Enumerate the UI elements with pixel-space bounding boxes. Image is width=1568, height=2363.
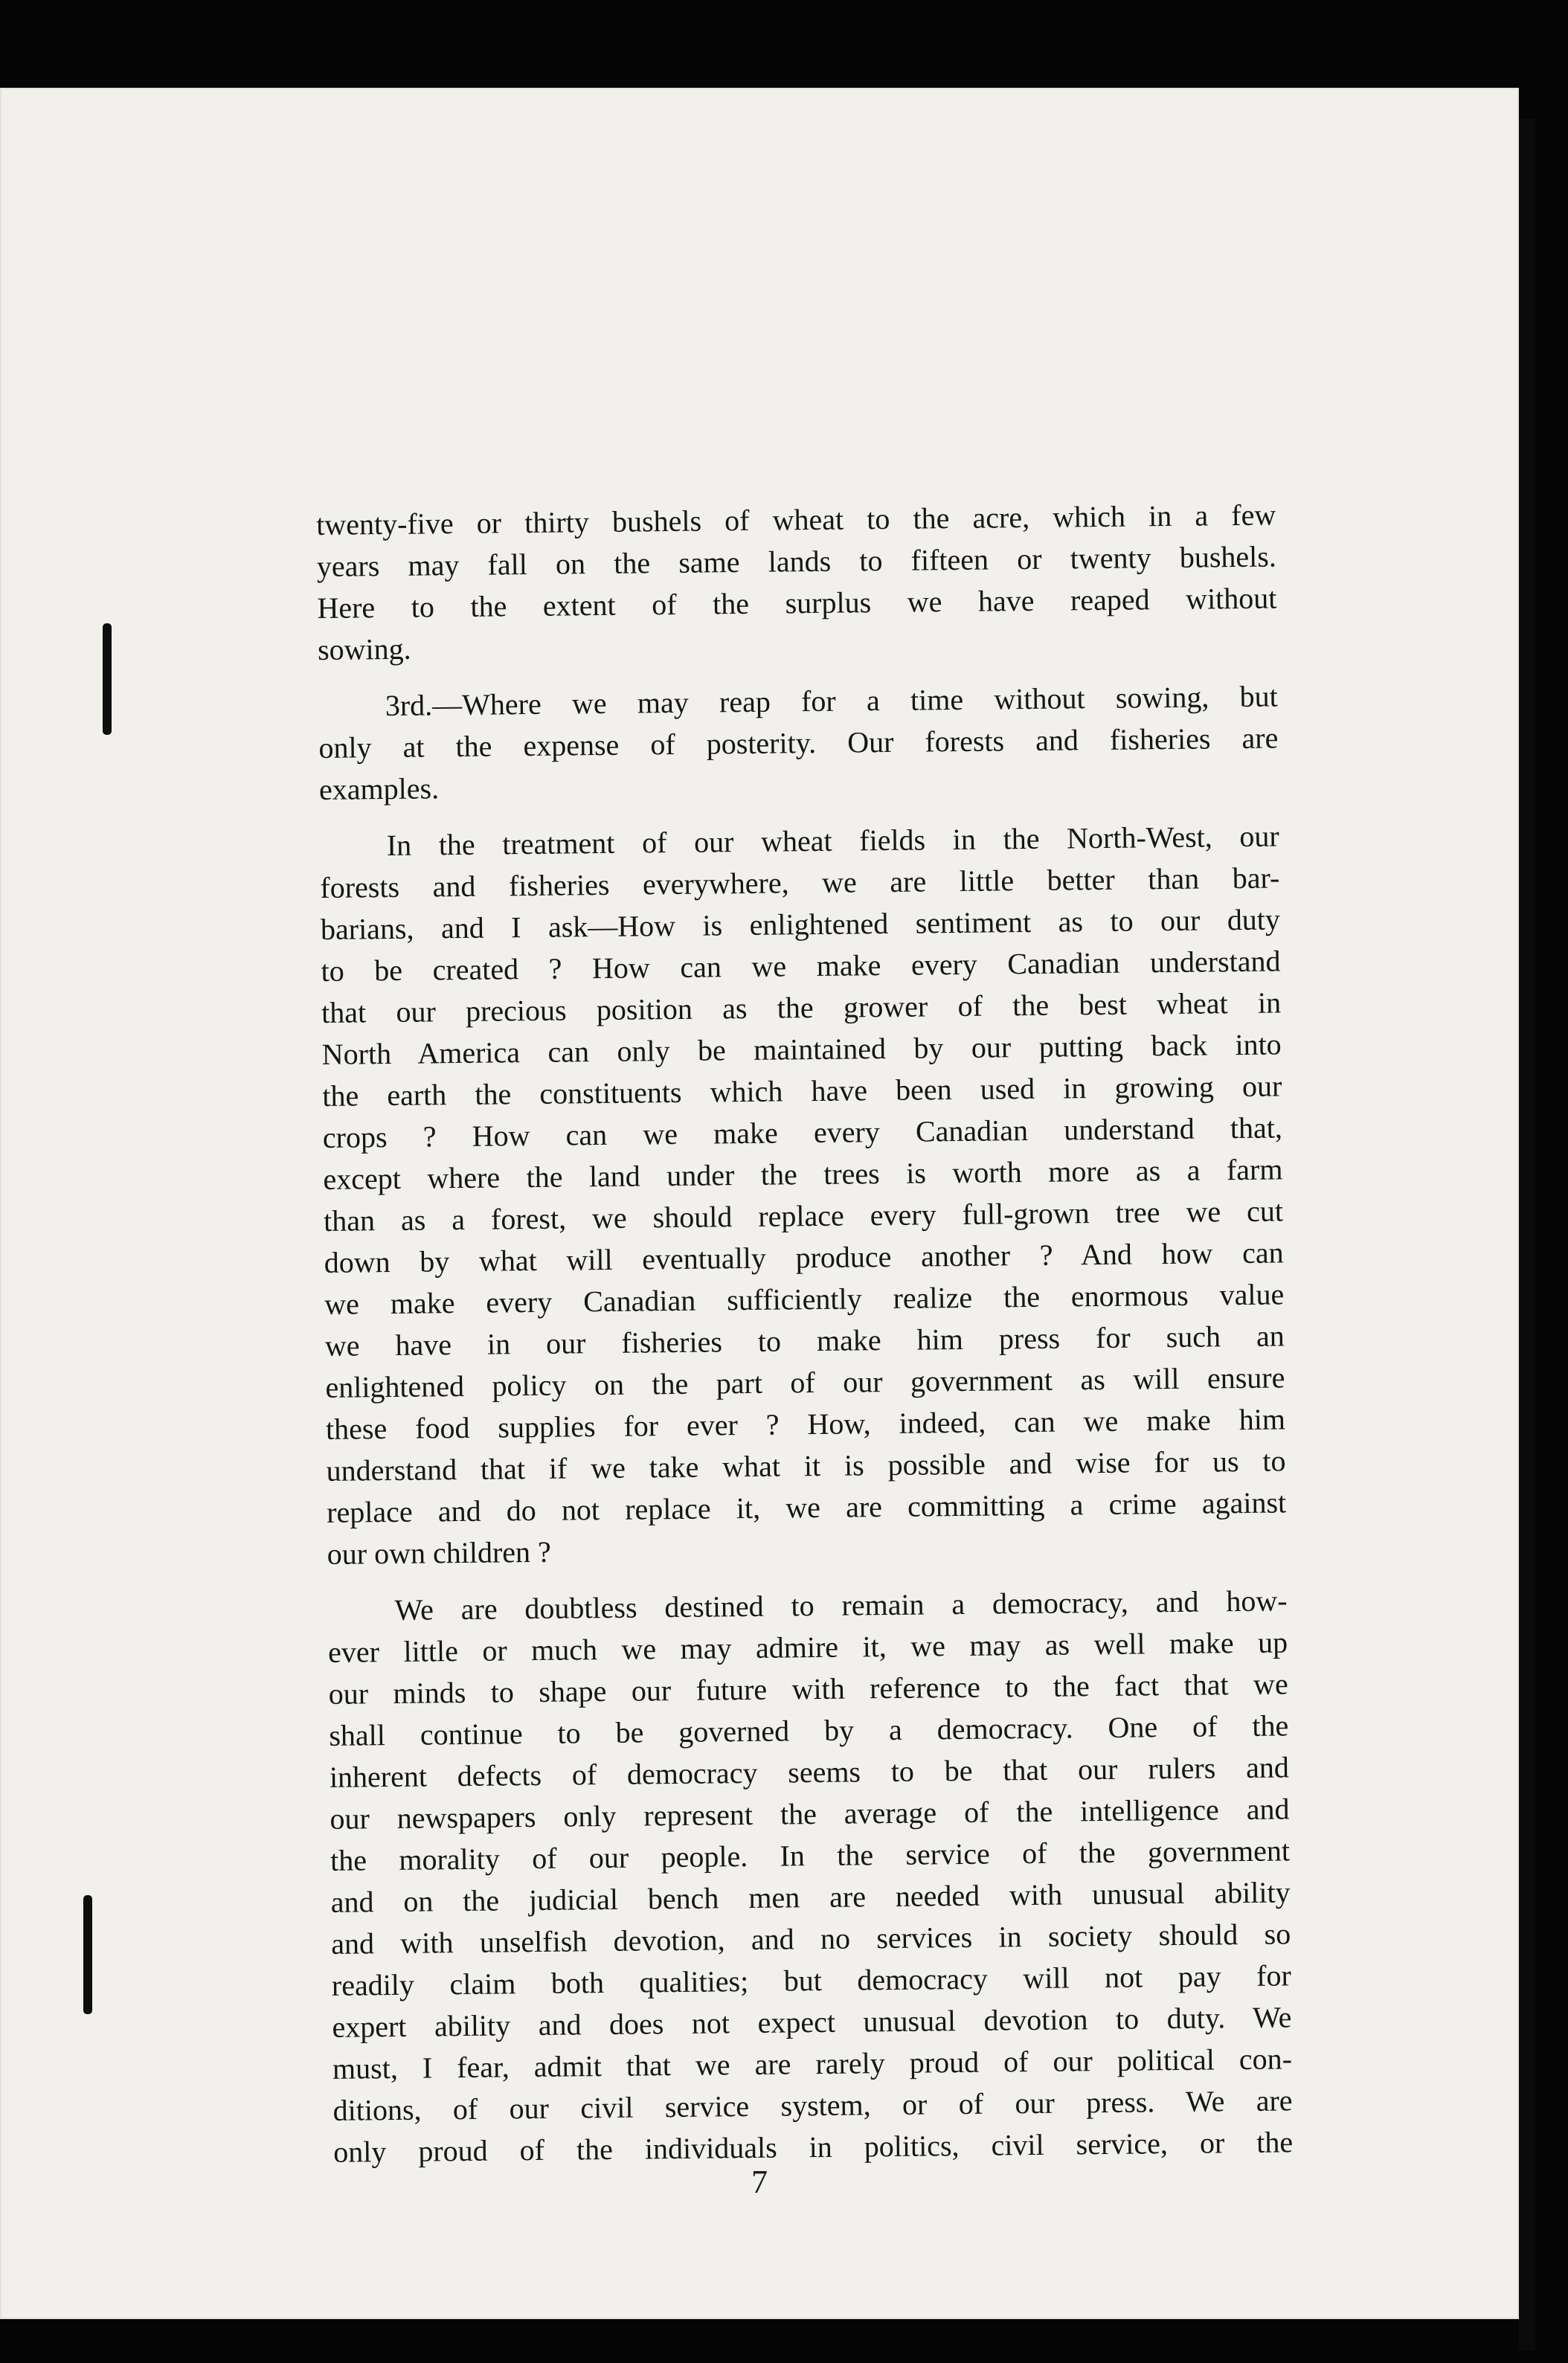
text-line: ditions, of our civil service system, or of our press. We are <box>332 2083 1293 2127</box>
text-line: we make every Canadian sufficiently realize the enormous value <box>324 1277 1285 1321</box>
paragraph-1 <box>316 494 1277 670</box>
text-line: the earth the constituents which have been used in growing our <box>322 1069 1282 1113</box>
text-line: our minds to shape our future with reference to the fact that we <box>328 1667 1288 1711</box>
text-line: and with unselfish devotion, and no services in society should so <box>331 1917 1291 1961</box>
text-line: than as a forest, we should replace every full-grown tree we cut <box>323 1194 1284 1238</box>
text-line: replace and do not replace it, we are committing a crime against <box>326 1485 1287 1529</box>
page-edge-shadow <box>1519 119 1535 2350</box>
page-number: 7 <box>751 2164 768 2200</box>
text-line: down by what will eventually produce another ? And how can <box>324 1235 1284 1279</box>
text-line: that our precious position as the grower of the best wheat in <box>321 986 1282 1029</box>
text-line: inherent defects of democracy seems to be that our rulers and <box>329 1750 1290 1794</box>
text-line: readily claim both qualities; but democracy will not pay for <box>331 1958 1292 2002</box>
text-line: our own children ? <box>327 1534 552 1571</box>
text-line: except where the land under the trees is worth more as a farm <box>323 1152 1283 1196</box>
text-line: forests and fisheries everywhere, we are little better than bar- <box>320 861 1280 904</box>
text-line: 3rd.—Where we may reap for a time without sowing, but <box>385 679 1279 723</box>
text-line: only at the expense of posterity. Our forests and fisheries are <box>318 721 1279 765</box>
text-line: expert ability and does not expect unusual devotion to duty. We <box>332 2000 1292 2044</box>
text-line: North America can only be maintained by our putting back into <box>321 1027 1282 1071</box>
text-line: the morality of our people. In the service of the government <box>330 1833 1291 1877</box>
page-sheet <box>0 88 1519 2319</box>
text-line: understand that if we take what it is possible and wise for us to <box>326 1444 1286 1488</box>
text-line: Here to the extent of the surplus we have reaped without <box>317 581 1277 625</box>
text-line: sowing. <box>317 631 411 666</box>
text-line: barians, and I ask—How is enlightened sentiment as to our duty <box>320 902 1281 946</box>
text-line: shall continue to be governed by a democracy. One of the <box>329 1708 1289 1752</box>
text-line: only proud of the individuals in politics, civil service, or the <box>332 2125 1294 2169</box>
text-line: must, I fear, admit that we are rarely proud of our political con- <box>332 2042 1293 2086</box>
paragraph-4 <box>327 1580 1293 2173</box>
binding-mark <box>83 1895 92 2014</box>
text-line: our newspapers only represent the average of the intelligence and <box>330 1792 1290 1836</box>
text-line: crops ? How can we make every Canadian understand that, <box>322 1110 1283 1154</box>
text-line: enlightened policy on the part of our government as will ensure <box>325 1360 1285 1404</box>
text-line: In the treatment of our wheat fields in the North-West, our <box>386 819 1279 863</box>
text-line: to be created ? How can we make every Canadian understand <box>321 944 1281 988</box>
text-line: examples. <box>318 771 440 806</box>
body-text <box>316 494 1294 2187</box>
text-line: ever little or much we may admire it, we may as well make up <box>327 1625 1288 1669</box>
text-line: and on the judicial bench men are needed with unusual ability <box>330 1875 1291 1919</box>
text-line: We are doubtless destined to remain a democracy, and how- <box>394 1584 1288 1627</box>
text-line: we have in our fisheries to make him press for such an <box>324 1319 1285 1363</box>
text-line: twenty-five or thirty bushels of wheat to the acre, which in a few <box>316 498 1276 541</box>
paragraph-3 <box>320 815 1287 1575</box>
paragraph-2 <box>318 675 1279 810</box>
text-line: years may fall on the same lands to fifteen or twenty bushels. <box>316 539 1277 583</box>
binding-mark <box>103 623 112 735</box>
text-line: these food supplies for ever ? How, indeed, can we make him <box>325 1402 1286 1446</box>
